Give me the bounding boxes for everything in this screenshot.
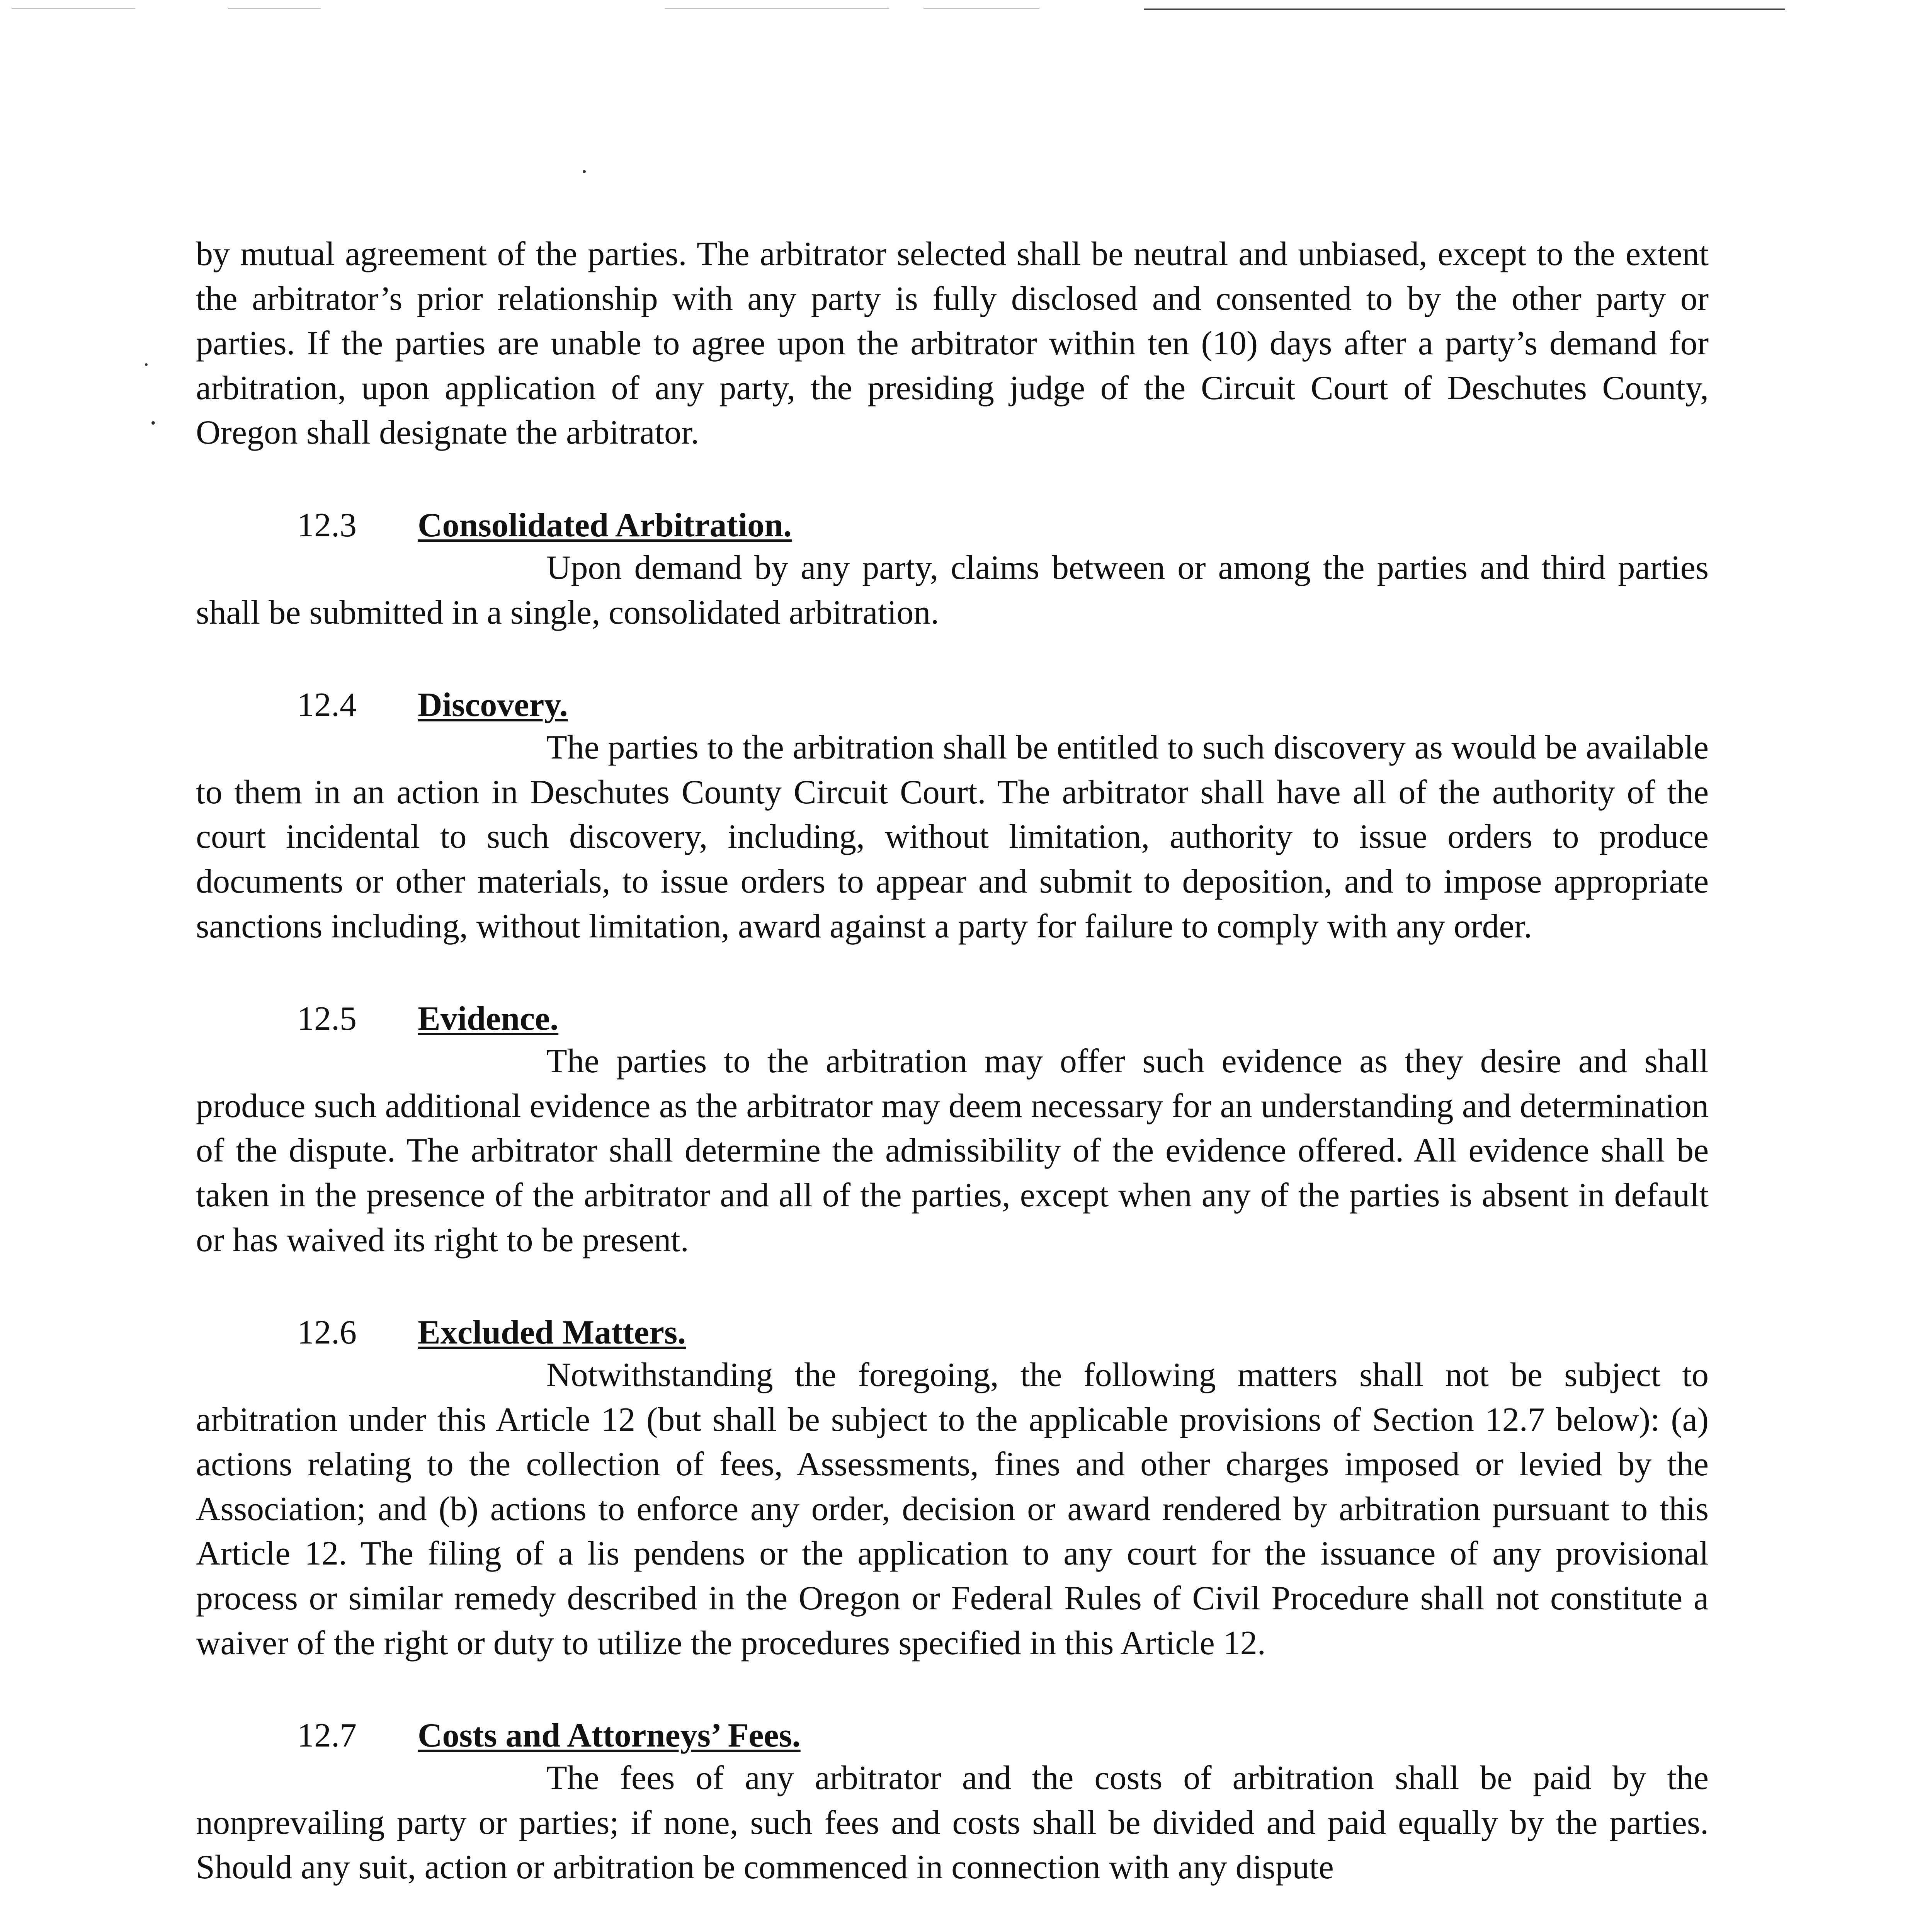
section-12-4 [196,683,1709,949]
section-number: 12.7 [297,1717,357,1755]
scan-speck [145,363,148,366]
section-title: Costs and Attorneys’ Fees. [418,1717,801,1755]
section-body: Upon demand by any party, claims between or among the parties and third parties shall be submitted in a single, consolidated arbitration. [196,549,1709,631]
scan-speck [583,170,586,173]
section-12-6 [196,1310,1709,1665]
scan-artifact-rule [1144,9,1785,10]
section-heading [196,1713,1709,1756]
section-12-7 [196,1713,1709,1890]
document-page [196,232,1709,1890]
section-title: Excluded Matters. [418,1314,686,1352]
section-heading [196,503,1709,546]
section-12-5 [196,997,1709,1262]
section-number: 12.6 [297,1314,357,1352]
section-title: Discovery. [418,686,568,724]
section-body: Notwithstanding the foregoing, the following matters shall not be subject to arbitration under this Article 12 (but shall be subject to the applicable provisions of Section 12.7 below): (a) actions relating to the collection of fees, Assessments, fines and other charges imposed or levied by the Association; and (b) actions to enforce any order, decision or award rendered by arbitration pursuant to this Article 12. The filing of a lis pendens or the application to any court for the issuance of any provisional process or similar remedy described in the Oregon or Federal Rules of Civil Procedure shall not constitute a waiver of the right or duty to utilize the procedures specified in this Article 12. [196,1356,1709,1662]
section-body: The parties to the arbitration shall be entitled to such discovery as would be available to them in an action in Deschutes County Circuit Court. The arbitrator shall have all of the authority of the court incidental to such discovery, including, without limitation, authority to issue orders to produce documents or other materials, to issue orders to appear and submit to deposition, and to impose appropriate sanctions including, without limitation, award against a party for failure to comply with any order. [196,729,1709,945]
scan-speck [151,421,155,425]
section-number: 12.5 [297,1000,357,1038]
opening-paragraph: by mutual agreement of the parties. The arbitrator selected shall be neutral and unbiased, except to the extent the arbitrator’s prior relationship with any party is fully disclosed and consented to by the other party or parties. If the parties are unable to agree upon the arbitrator within ten (10) days after a party’s demand for arbitration, upon application of any party, the presiding judge of the Circuit Court of Deschutes County, Oregon shall designate the arbitrator. [196,235,1709,452]
section-heading [196,683,1709,725]
section-body: The fees of any arbitrator and the costs of arbitration shall be paid by the nonprevailing party or parties; if none, such fees and costs shall be divided and paid equally by the parties. Should any suit, action or arbitration be commenced in connection with any dispute [196,1759,1709,1886]
section-12-3 [196,503,1709,635]
section-body: The parties to the arbitration may offer such evidence as they desire and shall produce such additional evidence as the arbitrator may deem necessary for an understanding and determination of the dispute. The arbitrator shall determine the admissibility of the evidence offered. All evidence shall be taken in the presence of the arbitrator and all of the parties, except when any of the parties is absent in default or has waived its right to be present. [196,1043,1709,1259]
section-title: Evidence. [418,1000,559,1038]
section-number: 12.4 [297,686,357,724]
section-heading [196,1310,1709,1353]
section-heading [196,997,1709,1039]
section-title: Consolidated Arbitration. [418,506,792,544]
section-number: 12.3 [297,506,357,544]
